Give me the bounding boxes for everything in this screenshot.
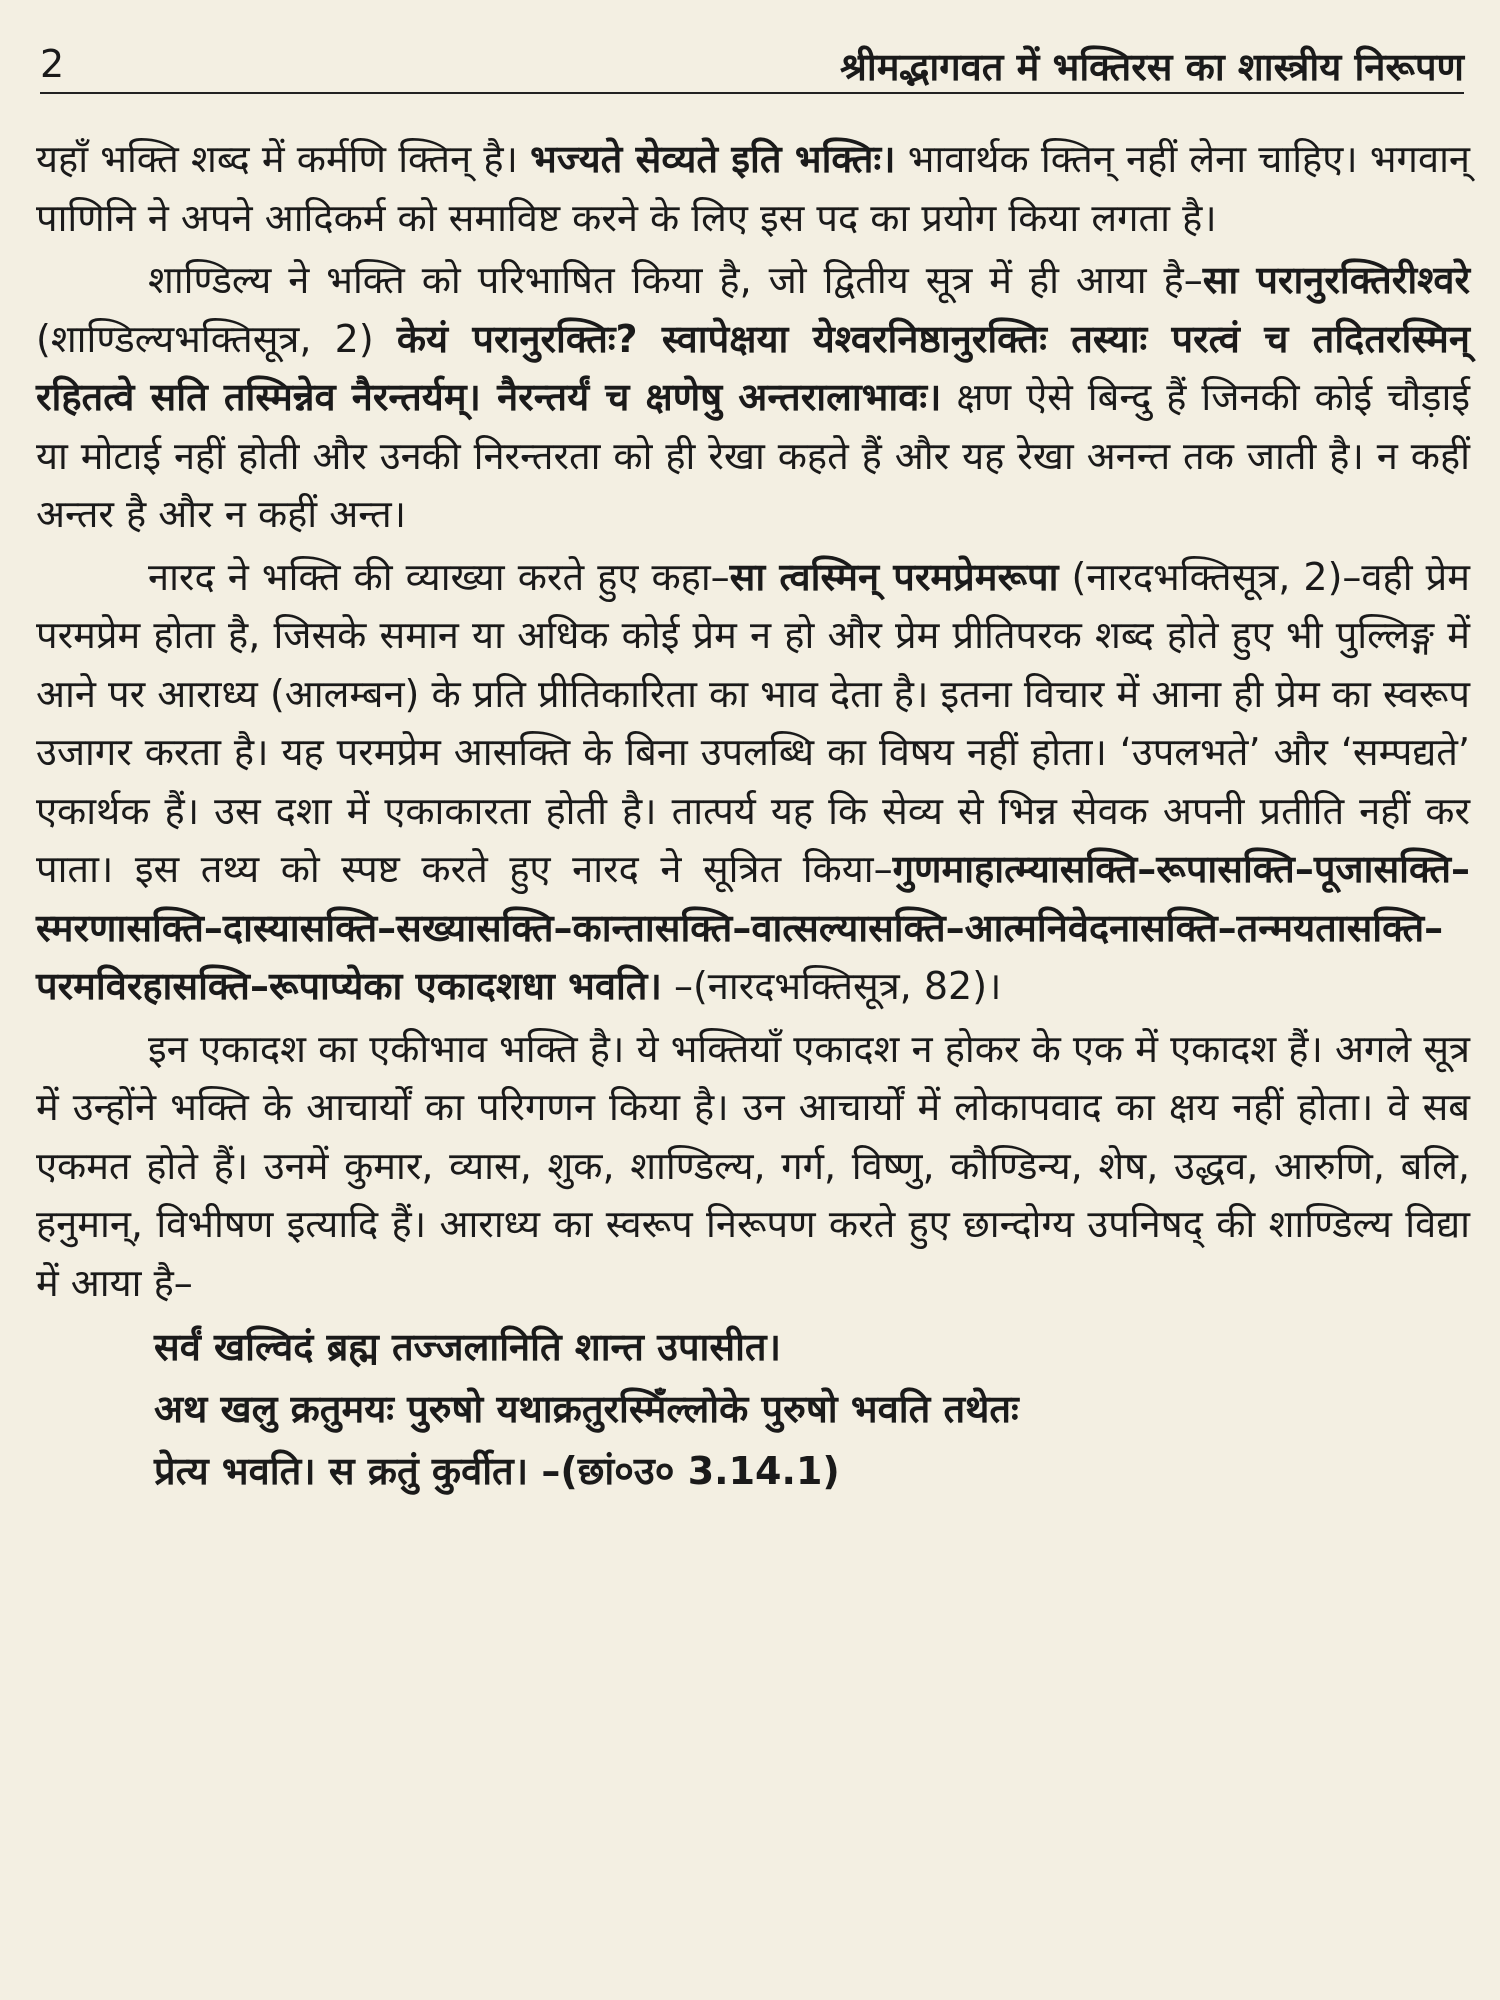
paragraph-2-text-a: शाण्डिल्य ने भक्ति को परिभाषित किया है, जो द्वितीय सूत्र में ही आया है– [148, 258, 1203, 302]
paragraph-4-text: इन एकादश का एकीभाव भक्ति है। ये भक्तियाँ एकादश न होकर के एक में एकादश हैं। अगले सूत्र में उन्होंने भक्ति के आचार्यों का परिगणन किया है। उन आचार्यों में लोकापवाद का क्षय नहीं होता। वे सब एकमत होते हैं। उनमें कुमार, व्यास, शुक, शाण्डिल्य, गर्ग, विष्णु, कौण्डिन्य, शेष, उद्धव, आरुणि, बलि, हनुमान्, विभीषण इत्यादि हैं। आराध्य का स्वरूप निरूपण करते हुए छान्दोग्य उपनिषद् की शाण्डिल्य विद्या में आया है– [36, 1026, 1470, 1305]
body-text [36, 130, 1470, 1502]
paragraph-3-text-a: नारद ने भक्ति की व्याख्या करते हुए कहा– [148, 554, 730, 599]
page-header [40, 32, 1464, 94]
paragraph-3-citation: –(नारदभक्तिसूत्र, 82)। [661, 964, 1002, 1008]
paragraph-2 [36, 251, 1470, 544]
running-title: श्रीमद्भागवत में भक्तिरस का शास्त्रीय निरूपण [839, 45, 1464, 89]
paragraph-4 [36, 1020, 1470, 1313]
paragraph-1-text-a: यहाँ भक्ति शब्द में कर्मणि क्तिन् है। [36, 137, 531, 181]
paragraph-2-citation: (शाण्डिल्यभक्तिसूत्र, 2) [36, 316, 397, 361]
paragraph-3-bold-sutra: सा त्वस्मिन् परमप्रेमरूपा [729, 554, 1059, 599]
paragraph-3-text-b: (नारदभक्तिसूत्र, 2)–वही प्रेम परमप्रेम होता है, जिसके समान या अधिक कोई प्रेम न हो और प्रेम प्रीतिपरक शब्द होते हुए भी पुल्लिङ्ग में आने पर आराध्य (आलम्बन) के प्रति प्रीतिकारिता का भाव देता है। इतना विचार में आना ही प्रेम का स्वरूप उजागर करता है। यह परमप्रेम आसक्ति के बिना उपलब्धि का विषय नहीं होता। ‘उपलभते’ और ‘सम्पद्यते’ एकार्थक हैं। उस दशा में एकाकारता होती है। तात्पर्य यह कि सेव्य से भिन्न सेवक अपनी प्रतीति नहीं कर पाता। इस तथ्य को स्पष्ट करते हुए नारद ने सूत्रित किया– [36, 554, 1470, 891]
page-number: 2 [40, 42, 65, 86]
paragraph-3-bold-list: गुणमाहात्म्यासक्ति–रूपासक्ति–पूजासक्ति–स्मरणासक्ति–दास्यासक्ति–सख्यासक्ति–कान्तासक्ति–वात्सल्यासक्ति–आत्मनिवेदनासक्ति–तन्मयतासक्ति–परमविरहासक्ति–रूपाप्येका एकादशधा भवति। [36, 847, 1470, 1008]
paragraph-1-text-b: भावार्थक क्तिन् नहीं लेना चाहिए। भगवान् पाणिनि ने अपने आदिकर्म को समाविष्ट करने के लिए इस पद का प्रयोग किया लगता है। [36, 137, 1471, 240]
quote-line-3: प्रेत्य भवति। स क्रतुं कुर्वीत। –(छां०उ० 3.14.1) [154, 1449, 840, 1493]
quote-line-1: सर्वं खल्विदं ब्रह्म तज्जलानिति शान्त उपासीत। [154, 1325, 781, 1369]
upanishad-quote [154, 1316, 1470, 1502]
quote-line-2: अथ खलु क्रतुमयः पुरुषो यथाक्रतुरस्मिँल्लोके पुरुषो भवति तथेतः [154, 1387, 1019, 1431]
paragraph-2-bold-sutra: सा परानुरक्तिरीश्वरे [1202, 258, 1470, 302]
paragraph-2-text-b: क्षण ऐसे बिन्दु हैं जिनकी कोई चौड़ाई या मोटाई नहीं होती और उनकी निरन्तरता को ही रेखा कहते हैं और यह रेखा अनन्त तक जाती है। न कहीं अन्तर है और न कहीं अन्त। [36, 375, 1470, 536]
paragraph-1-bold-quote: भज्यते सेव्यते इति भक्तिः। [530, 137, 896, 181]
paragraph-3 [36, 548, 1470, 1016]
paragraph-1 [36, 130, 1470, 247]
paragraph-2-bold-commentary: केयं परानुरक्तिः? स्वापेक्षया येश्वरनिष्ठानुरक्तिः तस्याः परत्वं च तदितरस्मिन् रहितत्वे सति तस्मिन्नेव नैरन्तर्यम्। नैरन्तर्यं च क्षणेषु अन्तरालाभावः। [36, 316, 1470, 419]
